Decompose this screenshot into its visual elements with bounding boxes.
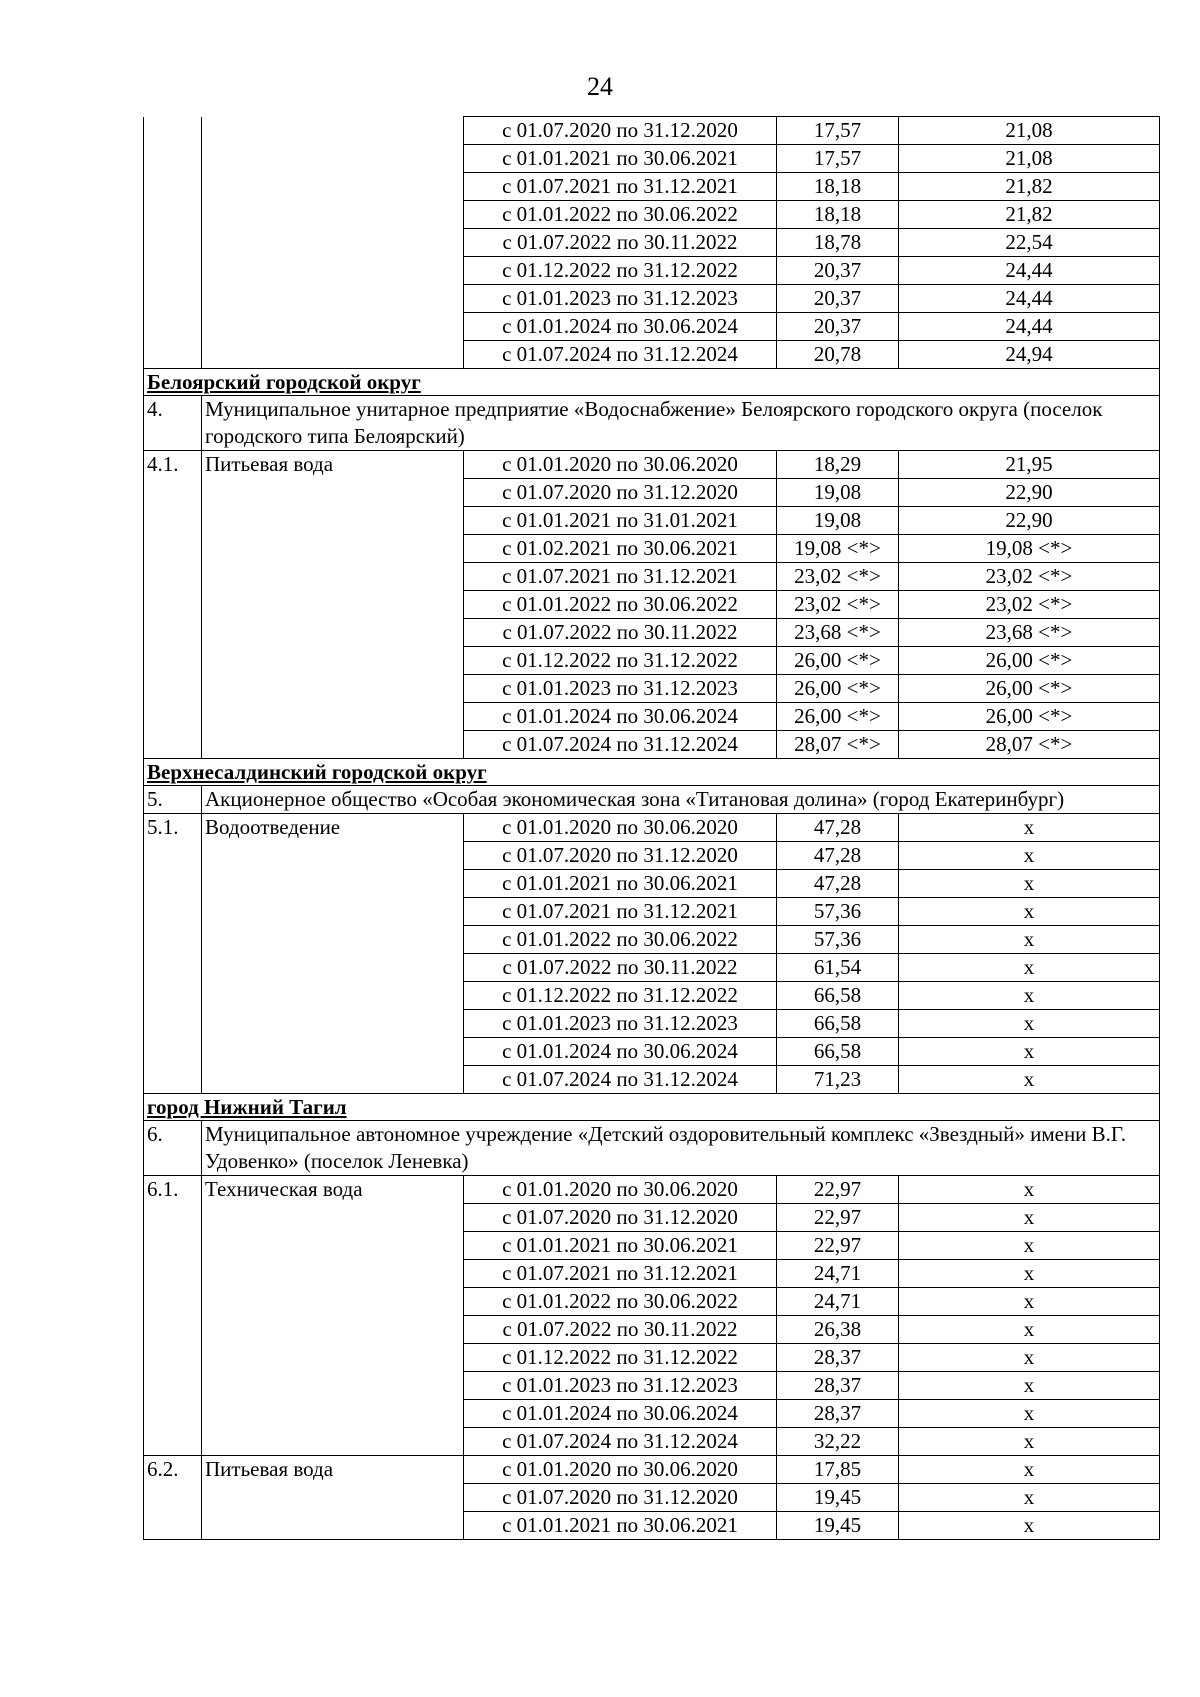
item-number-cell — [144, 926, 202, 954]
section-header-row — [144, 1094, 1160, 1121]
period-cell: с 01.07.2020 по 31.12.2020 — [464, 479, 777, 507]
table-row — [144, 1344, 1160, 1372]
tariff-vat-value-cell: х — [899, 814, 1160, 842]
item-number-cell: 5.1. — [144, 814, 202, 842]
period-cell: с 01.01.2020 по 30.06.2020 — [464, 1176, 777, 1204]
tariff-table — [143, 116, 1160, 1540]
service-name-cell — [202, 1066, 464, 1094]
period-cell: с 01.07.2021 по 31.12.2021 — [464, 898, 777, 926]
table-row — [144, 1066, 1160, 1094]
table-row — [144, 257, 1160, 285]
period-cell: с 01.01.2021 по 30.06.2021 — [464, 870, 777, 898]
item-number-cell — [144, 1038, 202, 1066]
tariff-value-cell: 17,57 — [777, 145, 899, 173]
period-cell: с 01.02.2021 по 30.06.2021 — [464, 535, 777, 563]
section-header-row — [144, 759, 1160, 786]
table-row — [144, 926, 1160, 954]
service-name-cell — [202, 1204, 464, 1232]
service-name-cell — [202, 1260, 464, 1288]
item-number-cell — [144, 1288, 202, 1316]
item-number-cell — [144, 954, 202, 982]
item-number-cell — [144, 173, 202, 201]
tariff-vat-value-cell: х — [899, 1428, 1160, 1456]
organization-number: 5. — [144, 786, 202, 814]
item-number-cell — [144, 870, 202, 898]
service-name-cell — [202, 926, 464, 954]
period-cell: с 01.01.2023 по 31.12.2023 — [464, 1010, 777, 1038]
service-name-cell: Питьевая вода — [202, 1456, 464, 1484]
table-row — [144, 507, 1160, 535]
tariff-value-cell: 19,45 — [777, 1512, 899, 1540]
organization-row — [144, 396, 1160, 451]
item-number-cell: 4.1. — [144, 451, 202, 479]
tariff-vat-value-cell: х — [899, 870, 1160, 898]
service-name-cell — [202, 1288, 464, 1316]
tariff-vat-value-cell: х — [899, 1204, 1160, 1232]
tariff-value-cell: 47,28 — [777, 870, 899, 898]
table-row — [144, 675, 1160, 703]
item-number-cell — [144, 1260, 202, 1288]
item-number-cell — [144, 1066, 202, 1094]
item-number-cell — [144, 341, 202, 369]
tariff-vat-value-cell: 21,08 — [899, 117, 1160, 145]
table-row — [144, 1316, 1160, 1344]
tariff-vat-value-cell: х — [899, 1316, 1160, 1344]
tariff-vat-value-cell: х — [899, 898, 1160, 926]
tariff-vat-value-cell: х — [899, 1400, 1160, 1428]
service-name-cell — [202, 1484, 464, 1512]
tariff-value-cell: 20,37 — [777, 257, 899, 285]
item-number-cell: 6.1. — [144, 1176, 202, 1204]
tariff-value-cell: 19,08 <*> — [777, 535, 899, 563]
service-name-cell — [202, 285, 464, 313]
tariff-vat-value-cell: 24,44 — [899, 257, 1160, 285]
table-row — [144, 479, 1160, 507]
table-row — [144, 1204, 1160, 1232]
period-cell: с 01.07.2024 по 31.12.2024 — [464, 731, 777, 759]
period-cell: с 01.07.2022 по 30.11.2022 — [464, 1316, 777, 1344]
table-row — [144, 982, 1160, 1010]
tariff-vat-value-cell: х — [899, 1260, 1160, 1288]
tariff-vat-value-cell: х — [899, 1456, 1160, 1484]
tariff-value-cell: 19,45 — [777, 1484, 899, 1512]
tariff-value-cell: 23,02 <*> — [777, 591, 899, 619]
tariff-vat-value-cell: 23,02 <*> — [899, 591, 1160, 619]
service-name-cell: Водоотведение — [202, 814, 464, 842]
tariff-value-cell: 18,18 — [777, 173, 899, 201]
service-name-cell — [202, 145, 464, 173]
item-number-cell — [144, 1372, 202, 1400]
tariff-value-cell: 18,29 — [777, 451, 899, 479]
table-row — [144, 703, 1160, 731]
period-cell: с 01.01.2022 по 30.06.2022 — [464, 926, 777, 954]
section-title: Белоярский городской округ — [144, 369, 1160, 396]
tariff-value-cell: 28,37 — [777, 1372, 899, 1400]
tariff-vat-value-cell: 28,07 <*> — [899, 731, 1160, 759]
service-name-cell — [202, 1372, 464, 1400]
service-name-cell — [202, 257, 464, 285]
organization-name: Муниципальное унитарное предприятие «Водоснабжение» Белоярского городского округа (поселок городского типа Белоярский) — [202, 396, 1160, 451]
tariff-vat-value-cell: 26,00 <*> — [899, 675, 1160, 703]
table-row — [144, 201, 1160, 229]
table-row — [144, 229, 1160, 257]
table-row — [144, 647, 1160, 675]
table-row — [144, 898, 1160, 926]
service-name-cell — [202, 563, 464, 591]
tariff-vat-value-cell: х — [899, 1512, 1160, 1540]
tariff-vat-value-cell: 21,82 — [899, 201, 1160, 229]
service-name-cell — [202, 1344, 464, 1372]
table-row — [144, 1512, 1160, 1540]
period-cell: с 01.07.2024 по 31.12.2024 — [464, 1066, 777, 1094]
table-row — [144, 1038, 1160, 1066]
tariff-vat-value-cell: х — [899, 842, 1160, 870]
period-cell: с 01.07.2024 по 31.12.2024 — [464, 1428, 777, 1456]
period-cell: с 01.07.2020 по 31.12.2020 — [464, 842, 777, 870]
table-row — [144, 842, 1160, 870]
tariff-vat-value-cell: 21,82 — [899, 173, 1160, 201]
service-name-cell — [202, 1428, 464, 1456]
tariff-value-cell: 20,37 — [777, 285, 899, 313]
tariff-vat-value-cell: 23,68 <*> — [899, 619, 1160, 647]
period-cell: с 01.07.2024 по 31.12.2024 — [464, 341, 777, 369]
tariff-value-cell: 26,00 <*> — [777, 703, 899, 731]
tariff-vat-value-cell: 22,90 — [899, 479, 1160, 507]
tariff-value-cell: 22,97 — [777, 1232, 899, 1260]
period-cell: с 01.01.2020 по 30.06.2020 — [464, 814, 777, 842]
service-name-cell — [202, 703, 464, 731]
table-row — [144, 563, 1160, 591]
item-number-cell — [144, 1428, 202, 1456]
table-row — [144, 341, 1160, 369]
organization-name: Акционерное общество «Особая экономическая зона «Титановая долина» (город Екатеринбург) — [202, 786, 1160, 814]
tariff-value-cell: 17,57 — [777, 117, 899, 145]
period-cell: с 01.07.2022 по 30.11.2022 — [464, 619, 777, 647]
tariff-vat-value-cell: 21,08 — [899, 145, 1160, 173]
period-cell: с 01.01.2021 по 30.06.2021 — [464, 1232, 777, 1260]
tariff-vat-value-cell: х — [899, 1038, 1160, 1066]
tariff-vat-value-cell: 24,44 — [899, 313, 1160, 341]
table-row — [144, 117, 1160, 145]
table-row — [144, 954, 1160, 982]
period-cell: с 01.01.2024 по 30.06.2024 — [464, 313, 777, 341]
section-title: Верхнесалдинский городской округ — [144, 759, 1160, 786]
item-number-cell — [144, 731, 202, 759]
table-row — [144, 1428, 1160, 1456]
item-number-cell — [144, 1400, 202, 1428]
service-name-cell — [202, 1316, 464, 1344]
table-row — [144, 173, 1160, 201]
period-cell: с 01.01.2022 по 30.06.2022 — [464, 591, 777, 619]
tariff-value-cell: 20,78 — [777, 341, 899, 369]
item-number-cell — [144, 675, 202, 703]
tariff-vat-value-cell: х — [899, 1372, 1160, 1400]
table-row — [144, 1176, 1160, 1204]
tariff-value-cell: 20,37 — [777, 313, 899, 341]
service-name-cell — [202, 591, 464, 619]
service-name-cell — [202, 535, 464, 563]
period-cell: с 01.01.2021 по 30.06.2021 — [464, 145, 777, 173]
item-number-cell — [144, 619, 202, 647]
period-cell: с 01.01.2023 по 31.12.2023 — [464, 285, 777, 313]
item-number-cell — [144, 898, 202, 926]
tariff-value-cell: 61,54 — [777, 954, 899, 982]
item-number-cell — [144, 842, 202, 870]
table-row — [144, 814, 1160, 842]
item-number-cell — [144, 1344, 202, 1372]
service-name-cell — [202, 647, 464, 675]
service-name-cell — [202, 313, 464, 341]
table-row — [144, 1456, 1160, 1484]
tariff-value-cell: 17,85 — [777, 1456, 899, 1484]
service-name-cell — [202, 675, 464, 703]
tariff-value-cell: 66,58 — [777, 1010, 899, 1038]
tariff-value-cell: 28,37 — [777, 1344, 899, 1372]
tariff-value-cell: 57,36 — [777, 926, 899, 954]
tariff-vat-value-cell: х — [899, 1066, 1160, 1094]
period-cell: с 01.01.2021 по 31.01.2021 — [464, 507, 777, 535]
period-cell: с 01.07.2020 по 31.12.2020 — [464, 1484, 777, 1512]
service-name-cell — [202, 870, 464, 898]
tariff-value-cell: 71,23 — [777, 1066, 899, 1094]
tariff-vat-value-cell: х — [899, 1288, 1160, 1316]
period-cell: с 01.12.2022 по 31.12.2022 — [464, 1344, 777, 1372]
tariff-vat-value-cell: 22,54 — [899, 229, 1160, 257]
table-row — [144, 451, 1160, 479]
item-number-cell — [144, 647, 202, 675]
service-name-cell — [202, 982, 464, 1010]
service-name-cell — [202, 117, 464, 145]
tariff-vat-value-cell: 26,00 <*> — [899, 703, 1160, 731]
period-cell: с 01.01.2021 по 30.06.2021 — [464, 1512, 777, 1540]
item-number-cell — [144, 703, 202, 731]
period-cell: с 01.01.2020 по 30.06.2020 — [464, 1456, 777, 1484]
item-number-cell — [144, 1010, 202, 1038]
tariff-value-cell: 28,07 <*> — [777, 731, 899, 759]
tariff-vat-value-cell: х — [899, 1010, 1160, 1038]
tariff-value-cell: 66,58 — [777, 982, 899, 1010]
tariff-value-cell: 22,97 — [777, 1204, 899, 1232]
organization-number: 4. — [144, 396, 202, 451]
item-number-cell — [144, 1484, 202, 1512]
tariff-vat-value-cell: 19,08 <*> — [899, 535, 1160, 563]
item-number-cell — [144, 1232, 202, 1260]
period-cell: с 01.07.2021 по 31.12.2021 — [464, 1260, 777, 1288]
period-cell: с 01.01.2024 по 30.06.2024 — [464, 703, 777, 731]
service-name-cell — [202, 731, 464, 759]
table-row — [144, 313, 1160, 341]
service-name-cell — [202, 954, 464, 982]
table-row — [144, 591, 1160, 619]
service-name-cell — [202, 1038, 464, 1066]
tariff-value-cell: 28,37 — [777, 1400, 899, 1428]
tariff-value-cell: 32,22 — [777, 1428, 899, 1456]
period-cell: с 01.07.2021 по 31.12.2021 — [464, 173, 777, 201]
period-cell: с 01.01.2023 по 31.12.2023 — [464, 1372, 777, 1400]
section-header-row — [144, 369, 1160, 396]
organization-name: Муниципальное автономное учреждение «Детский оздоровительный комплекс «Звездный» имени В.Г. Удовенко» (поселок Леневка) — [202, 1121, 1160, 1176]
period-cell: с 01.07.2020 по 31.12.2020 — [464, 117, 777, 145]
service-name-cell: Техническая вода — [202, 1176, 464, 1204]
table-row — [144, 1010, 1160, 1038]
period-cell: с 01.07.2022 по 30.11.2022 — [464, 229, 777, 257]
tariff-vat-value-cell: 24,94 — [899, 341, 1160, 369]
tariff-value-cell: 47,28 — [777, 814, 899, 842]
table-row — [144, 1484, 1160, 1512]
item-number-cell: 6.2. — [144, 1456, 202, 1484]
organization-row — [144, 1121, 1160, 1176]
tariff-value-cell: 23,68 <*> — [777, 619, 899, 647]
tariff-vat-value-cell: х — [899, 1344, 1160, 1372]
tariff-value-cell: 24,71 — [777, 1288, 899, 1316]
item-number-cell — [144, 313, 202, 341]
tariff-vat-value-cell: 24,44 — [899, 285, 1160, 313]
item-number-cell — [144, 1512, 202, 1540]
organization-row — [144, 786, 1160, 814]
tariff-value-cell: 19,08 — [777, 479, 899, 507]
tariff-value-cell: 26,00 <*> — [777, 675, 899, 703]
item-number-cell — [144, 257, 202, 285]
service-name-cell — [202, 201, 464, 229]
tariff-value-cell: 18,78 — [777, 229, 899, 257]
period-cell: с 01.01.2023 по 31.12.2023 — [464, 675, 777, 703]
service-name-cell — [202, 898, 464, 926]
item-number-cell — [144, 563, 202, 591]
item-number-cell — [144, 982, 202, 1010]
item-number-cell — [144, 535, 202, 563]
item-number-cell — [144, 201, 202, 229]
item-number-cell — [144, 591, 202, 619]
table-row — [144, 1400, 1160, 1428]
tariff-value-cell: 23,02 <*> — [777, 563, 899, 591]
period-cell: с 01.07.2021 по 31.12.2021 — [464, 563, 777, 591]
table-row — [144, 145, 1160, 173]
table-row — [144, 535, 1160, 563]
table-row — [144, 731, 1160, 759]
period-cell: с 01.12.2022 по 31.12.2022 — [464, 647, 777, 675]
table-row — [144, 619, 1160, 647]
tariff-vat-value-cell: 23,02 <*> — [899, 563, 1160, 591]
table-row — [144, 1232, 1160, 1260]
tariff-vat-value-cell: х — [899, 954, 1160, 982]
section-title: город Нижний Тагил — [144, 1094, 1160, 1121]
table-row — [144, 285, 1160, 313]
tariff-vat-value-cell: 21,95 — [899, 451, 1160, 479]
period-cell: с 01.01.2024 по 30.06.2024 — [464, 1038, 777, 1066]
tariff-vat-value-cell: х — [899, 1176, 1160, 1204]
item-number-cell — [144, 507, 202, 535]
service-name-cell — [202, 341, 464, 369]
period-cell: с 01.01.2022 по 30.06.2022 — [464, 201, 777, 229]
service-name-cell — [202, 1512, 464, 1540]
item-number-cell — [144, 285, 202, 313]
period-cell: с 01.01.2024 по 30.06.2024 — [464, 1400, 777, 1428]
service-name-cell — [202, 229, 464, 257]
table-row — [144, 1288, 1160, 1316]
service-name-cell — [202, 619, 464, 647]
tariff-value-cell: 66,58 — [777, 1038, 899, 1066]
period-cell: с 01.12.2022 по 31.12.2022 — [464, 982, 777, 1010]
tariff-table-body — [144, 117, 1160, 1540]
service-name-cell: Питьевая вода — [202, 451, 464, 479]
service-name-cell — [202, 507, 464, 535]
tariff-value-cell: 47,28 — [777, 842, 899, 870]
service-name-cell — [202, 479, 464, 507]
item-number-cell — [144, 479, 202, 507]
service-name-cell — [202, 1232, 464, 1260]
tariff-vat-value-cell: х — [899, 926, 1160, 954]
item-number-cell — [144, 117, 202, 145]
service-name-cell — [202, 1010, 464, 1038]
period-cell: с 01.01.2022 по 30.06.2022 — [464, 1288, 777, 1316]
table-row — [144, 1260, 1160, 1288]
tariff-value-cell: 18,18 — [777, 201, 899, 229]
tariff-vat-value-cell: 22,90 — [899, 507, 1160, 535]
item-number-cell — [144, 1316, 202, 1344]
tariff-value-cell: 57,36 — [777, 898, 899, 926]
table-row — [144, 870, 1160, 898]
tariff-value-cell: 24,71 — [777, 1260, 899, 1288]
table-row — [144, 1372, 1160, 1400]
tariff-value-cell: 19,08 — [777, 507, 899, 535]
service-name-cell — [202, 842, 464, 870]
tariff-value-cell: 26,38 — [777, 1316, 899, 1344]
organization-number: 6. — [144, 1121, 202, 1176]
tariff-vat-value-cell: х — [899, 1232, 1160, 1260]
item-number-cell — [144, 229, 202, 257]
page-number: 24 — [587, 72, 613, 101]
service-name-cell — [202, 1400, 464, 1428]
period-cell: с 01.12.2022 по 31.12.2022 — [464, 257, 777, 285]
period-cell: с 01.07.2022 по 30.11.2022 — [464, 954, 777, 982]
period-cell: с 01.01.2020 по 30.06.2020 — [464, 451, 777, 479]
tariff-vat-value-cell: х — [899, 982, 1160, 1010]
item-number-cell — [144, 1204, 202, 1232]
tariff-vat-value-cell: х — [899, 1484, 1160, 1512]
item-number-cell — [144, 145, 202, 173]
period-cell: с 01.07.2020 по 31.12.2020 — [464, 1204, 777, 1232]
tariff-value-cell: 22,97 — [777, 1176, 899, 1204]
tariff-vat-value-cell: 26,00 <*> — [899, 647, 1160, 675]
tariff-value-cell: 26,00 <*> — [777, 647, 899, 675]
service-name-cell — [202, 173, 464, 201]
